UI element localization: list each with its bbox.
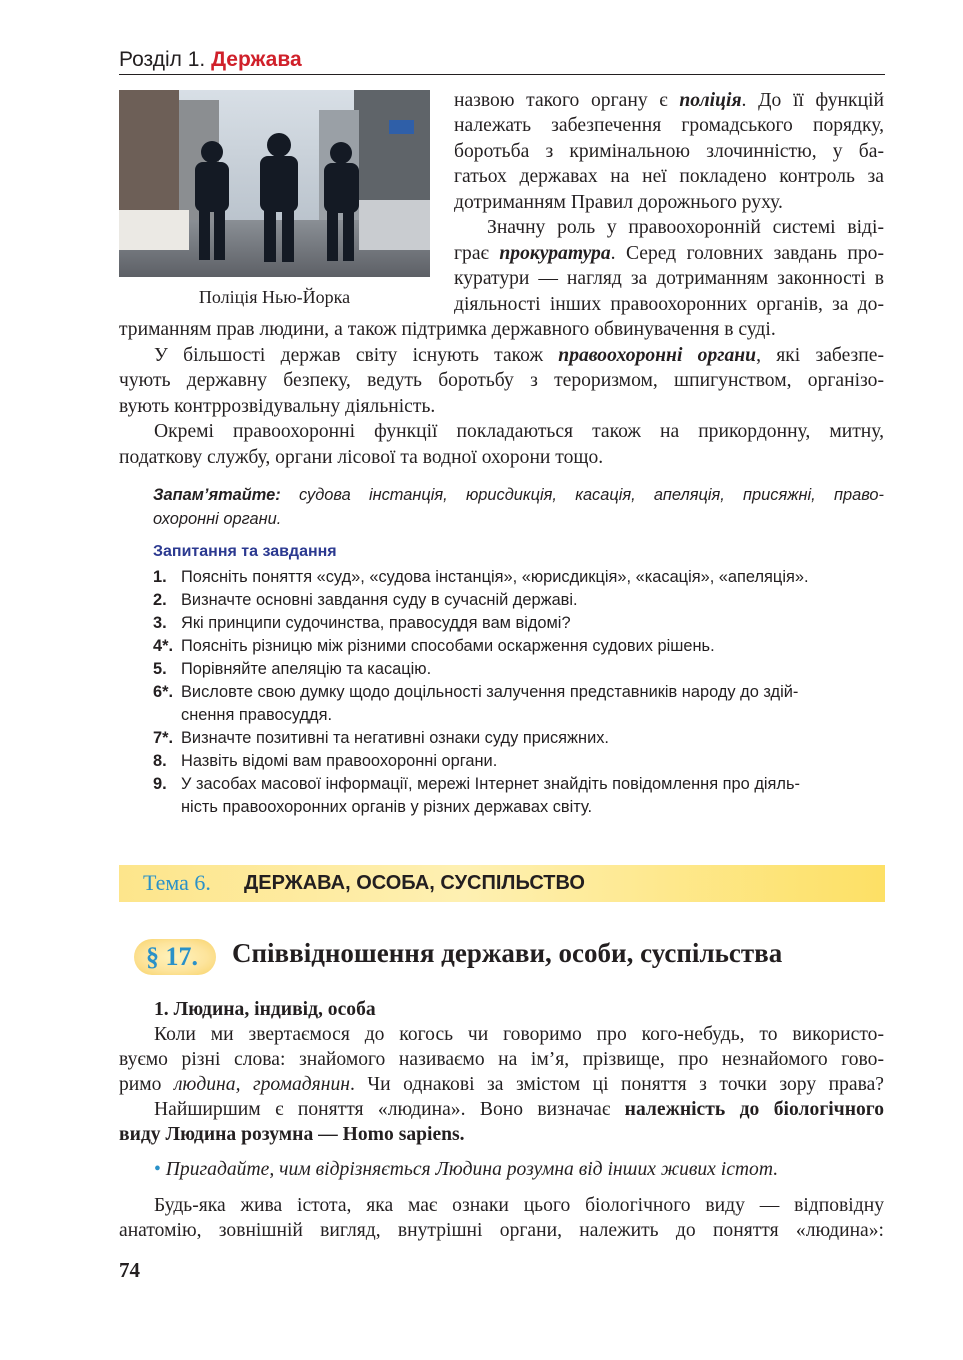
text-line: вуємо різні слова: знайомого називаємо на ім’я, прізвище, про незнайомого гово- [119, 1049, 884, 1070]
subsection-heading: 1. Людина, індивід, особа [154, 999, 376, 1020]
section-name: Держава [211, 48, 302, 71]
text-line: римо людина, громадянин. Чи однакові за змістом ці поняття з точки зору права? [119, 1074, 884, 1095]
recall-prompt: • Пригадайте, чим відрізняється Людина розумна від інших живих істот. [154, 1159, 779, 1180]
text-line: дотриманням Правил дорожнього руху. [454, 192, 783, 213]
text-line: грає прокуратура. Серед головних завдань про- [454, 243, 884, 264]
text-line: належать забезпечення громадського порядку, [454, 115, 884, 136]
questions-title: Запитання та завдання [153, 543, 337, 560]
text-line: Будь-яка жива істота, яка має ознаки цього біологічного виду — відповідну [154, 1195, 884, 1216]
text-line: Значну роль у правоохоронній системі віді- [487, 217, 884, 238]
text-line: Коли ми звертаємося до когось чи говоримо про кого-небудь, то використо- [154, 1024, 884, 1045]
bullet-icon: • [154, 1159, 161, 1180]
text-line: гатьох державах на неї покладено контроль за [454, 166, 884, 187]
text-line: виду Людина розумна — Homo sapiens. [119, 1124, 465, 1145]
text-line: Найширшим є поняття «людина». Воно визначає належність до біологічного [154, 1099, 884, 1120]
paragraph-number-badge: § 17. [134, 939, 216, 975]
theme-title: ДЕРЖАВА, ОСОБА, СУСПІЛЬСТВО [244, 872, 585, 894]
theme-banner [119, 865, 885, 902]
text-line: триманням прав людини, а також підтримка державного обвинувачення в суді. [119, 319, 776, 340]
police-photo-illustration [119, 90, 430, 277]
text-line: Окремі правоохоронні функції покладаються також на прикордонну, митну, [154, 421, 884, 442]
police-photo [119, 90, 430, 277]
paragraph-title: Співвідношення держави, особи, суспільства [232, 938, 783, 968]
text-line: чують державну безпеку, ведуть боротьбу з тероризмом, шпигунством, організо- [119, 370, 884, 391]
text-line: вують контррозвідувальну діяльність. [119, 396, 436, 417]
photo-caption: Поліція Нью-Йорка [198, 287, 351, 307]
text-line: назвою такого органу є поліція. До її функцій [454, 90, 884, 111]
remember-label: Запам’ятайте: [153, 486, 281, 504]
page-number: 74 [119, 1258, 140, 1282]
text-line: анатомію, зовнішній вигляд, внутрішні органи, належить до поняття «людина»: [119, 1220, 884, 1241]
text-line: боротьба з кримінальною злочинністю, у ба- [454, 141, 884, 162]
theme-label: Тема 6. [143, 870, 211, 895]
text-line: податкову службу, органи лісової та водної охорони тощо. [119, 447, 604, 468]
section-title: Розділ 1. Держава [119, 48, 302, 71]
text-line: куратури — нагляд за дотриманням законності в [454, 268, 884, 289]
text-line: діяльності інших правоохоронних органів, за до- [454, 294, 884, 315]
text-line: У більшості держав світу існують також правоохоронні органи, які забезпе- [154, 345, 885, 366]
remember-block: Запам’ятайте: судова інстанція, юрисдикція, касація, апеляція, присяжні, право- охоронні органи. [153, 486, 884, 528]
page-header [119, 46, 885, 75]
